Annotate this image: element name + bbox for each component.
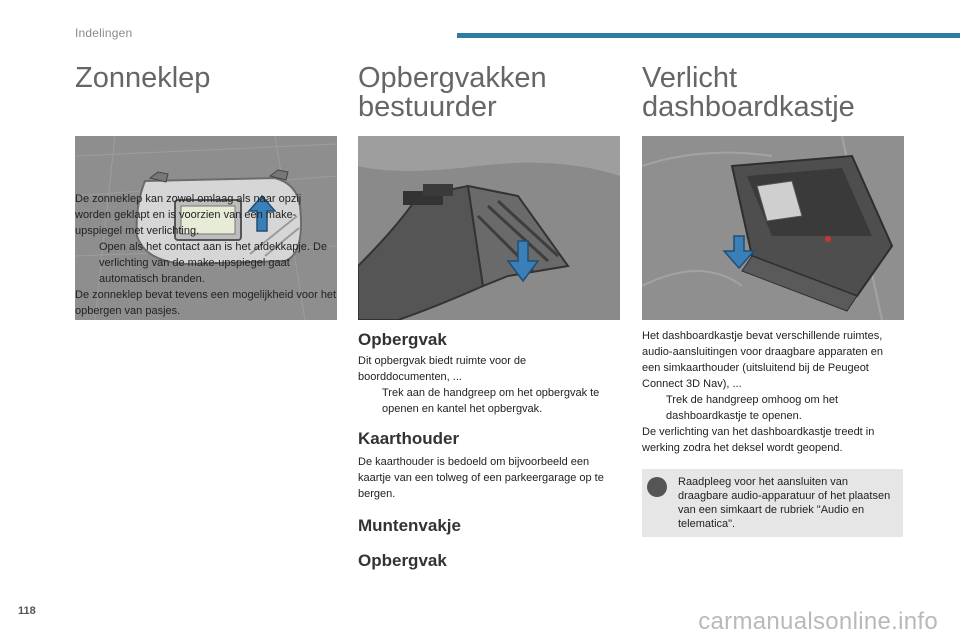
- header-accent-bar: [457, 33, 960, 38]
- bullet-text: Trek de handgreep omhoog om het dashboardkastje te openen.: [666, 394, 839, 422]
- sun-visor-text: [75, 191, 337, 319]
- bullet-item: [75, 239, 337, 287]
- info-icon: [647, 477, 667, 497]
- bullet-icon: [642, 392, 666, 424]
- driver-storage-illustration: [358, 136, 620, 320]
- page-number: 118: [18, 605, 36, 617]
- bullet-item: [642, 392, 904, 424]
- section-title: Verlicht dashboardkastje: [642, 62, 855, 123]
- subsection-title: Muntenvakje: [358, 516, 461, 535]
- subsection-title: Opbergvak: [358, 330, 447, 349]
- bullet-icon: [75, 239, 99, 287]
- paragraph: De kaarthouder is bedoeld om bijvoorbeeld een kaartje van een tolweg of een parkeergarage op te bergen.: [358, 456, 604, 500]
- watermark: carmanualsonline.info: [698, 608, 938, 635]
- paragraph: Dit opbergvak biedt ruimte voor de boorddocumenten, ...: [358, 355, 527, 383]
- note-box: [642, 469, 903, 537]
- note-text: Raadpleeg voor het aansluiten van draagbare audio-apparatuur of het plaatsen van een simkaart de rubriek "Audio en telematica".: [678, 476, 891, 530]
- subsection-title: Kaarthouder: [358, 429, 460, 448]
- bullet-item: [358, 385, 620, 417]
- paragraph: De verlichting van het dashboardkastje treedt in werking zodra het deksel wordt geopend.: [642, 426, 875, 454]
- glovebox-text: [642, 328, 904, 456]
- subsection-title: Opbergvak: [358, 551, 447, 570]
- glovebox-illustration: [642, 136, 904, 320]
- bullet-icon: [358, 385, 382, 417]
- storage-text: [358, 353, 620, 417]
- section-title: Zonneklep: [75, 62, 211, 94]
- chapter-header: Indelingen: [75, 26, 133, 40]
- section-title: Opbergvakken bestuurder: [358, 62, 547, 123]
- bullet-text: Open als het contact aan is het afdekkapje. De verlichting van de make-upspiegel gaat automatisch branden.: [99, 241, 328, 285]
- paragraph: De zonneklep kan zowel omlaag als naar opzij worden geklapt en is voorzien van een make-upspiegel met verlichting.: [75, 193, 302, 237]
- card-holder-text: [358, 454, 620, 502]
- paragraph: Het dashboardkastje bevat verschillende ruimtes, audio-aansluitingen voor draagbare apparaten en een simkaarthouder (uitsluitend bij de Peugeot Connect 3D Nav), ...: [642, 330, 883, 390]
- bullet-text: Trek aan de handgreep om het opbergvak te openen en kantel het opbergvak.: [382, 387, 600, 415]
- paragraph: De zonneklep bevat tevens een mogelijkheid voor het opbergen van pasjes.: [75, 289, 337, 317]
